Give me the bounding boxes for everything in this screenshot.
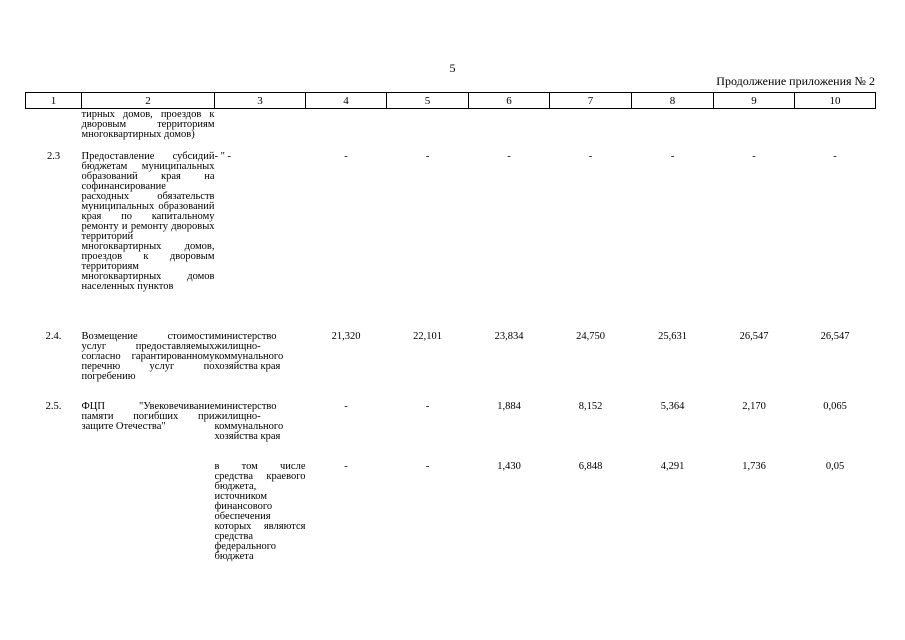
value-cell: - [588,151,593,162]
value-cell: 8,152 [578,401,603,412]
row-number [26,109,82,153]
value-cell [714,109,795,153]
value-cell: 24,750 [576,331,605,342]
column-header: 4 [306,93,387,109]
column-header: 2 [82,93,215,109]
measure-name: тирных домов, проездов к дворовым территориям многоквартирных домов) [81,109,215,140]
row-number: 2.4. [45,331,62,342]
value-cell: 21,320 [331,331,361,342]
table-row [26,152,876,332]
value-cell: - [344,461,348,472]
value-cell [550,109,632,153]
page-number: 5 [449,61,456,75]
value-cell: - [425,461,430,472]
measure-name [82,462,215,562]
measure-name: ФЦП "Увековечивание памяти погибших при защите Отечества" [81,401,215,432]
column-header: 7 [550,93,632,109]
value-cell: 22,101 [413,331,442,342]
executor [215,109,306,153]
value-cell: - [344,151,348,162]
row-number [26,462,82,562]
value-cell: - [833,151,837,162]
value-cell: 23,834 [494,331,524,342]
table-row [26,332,876,402]
value-cell: 0,05 [825,461,845,472]
value-cell: 4,291 [660,461,685,472]
value-cell [795,109,876,153]
column-header: 3 [215,93,306,109]
row-number: 2.3 [46,151,61,162]
table-row [26,402,876,462]
value-cell: - [425,401,430,412]
value-cell: 25,631 [658,331,687,342]
value-cell: 26,547 [739,331,769,342]
value-cell: - [507,151,511,162]
budget-table [25,92,876,562]
measure-name: Возмещение стоимости услуг предоставляемых согласно гарантированному перечню услуг по погребению [81,331,215,382]
column-header: 1 [26,93,82,109]
value-cell: 2,170 [742,401,766,412]
measure-name: Предоставление субсидий бюджетам муниципальных образований края на софинансирование расходных обязательств муниципальных образований края по капитальному ремонту и ремонту дворовых территорий многоквартирных домов, проездов к дворовым территориям многоквартирных домов населенных пунктов [81,151,215,292]
value-cell [306,109,387,153]
value-cell: 6,848 [578,461,603,472]
value-cell: 1,736 [742,461,766,472]
value-cell [632,109,714,153]
value-cell: - [344,401,348,412]
value-cell: 26,547 [820,331,850,342]
column-header: 6 [469,93,550,109]
value-cell: 5,364 [660,401,685,412]
value-cell: - [425,151,430,162]
value-cell [469,109,550,153]
table-row [26,109,876,153]
column-header: 5 [387,93,469,109]
value-cell: - [670,151,675,162]
column-header: 10 [795,93,876,109]
executor: в том числе средства краевого бюджета, источником финансового обеспечения которых являются средства федерального бюджета [214,461,306,562]
table-row [26,462,876,562]
column-header: 9 [714,93,795,109]
value-cell: 1,430 [497,461,521,472]
column-number-row [26,93,876,109]
value-cell: 0,065 [823,401,847,412]
row-number: 2.5. [45,401,62,412]
appendix-continuation-label: Продолжение приложения № 2 [716,74,875,88]
executor: министерство жилищно-коммунального хозяйства края [214,331,284,372]
value-cell: 1,884 [497,401,521,412]
executor: - " - [214,151,232,162]
value-cell: - [752,151,756,162]
column-header: 8 [632,93,714,109]
value-cell [387,109,469,153]
executor: министерство жилищно-коммунального хозяйства края [214,401,284,442]
